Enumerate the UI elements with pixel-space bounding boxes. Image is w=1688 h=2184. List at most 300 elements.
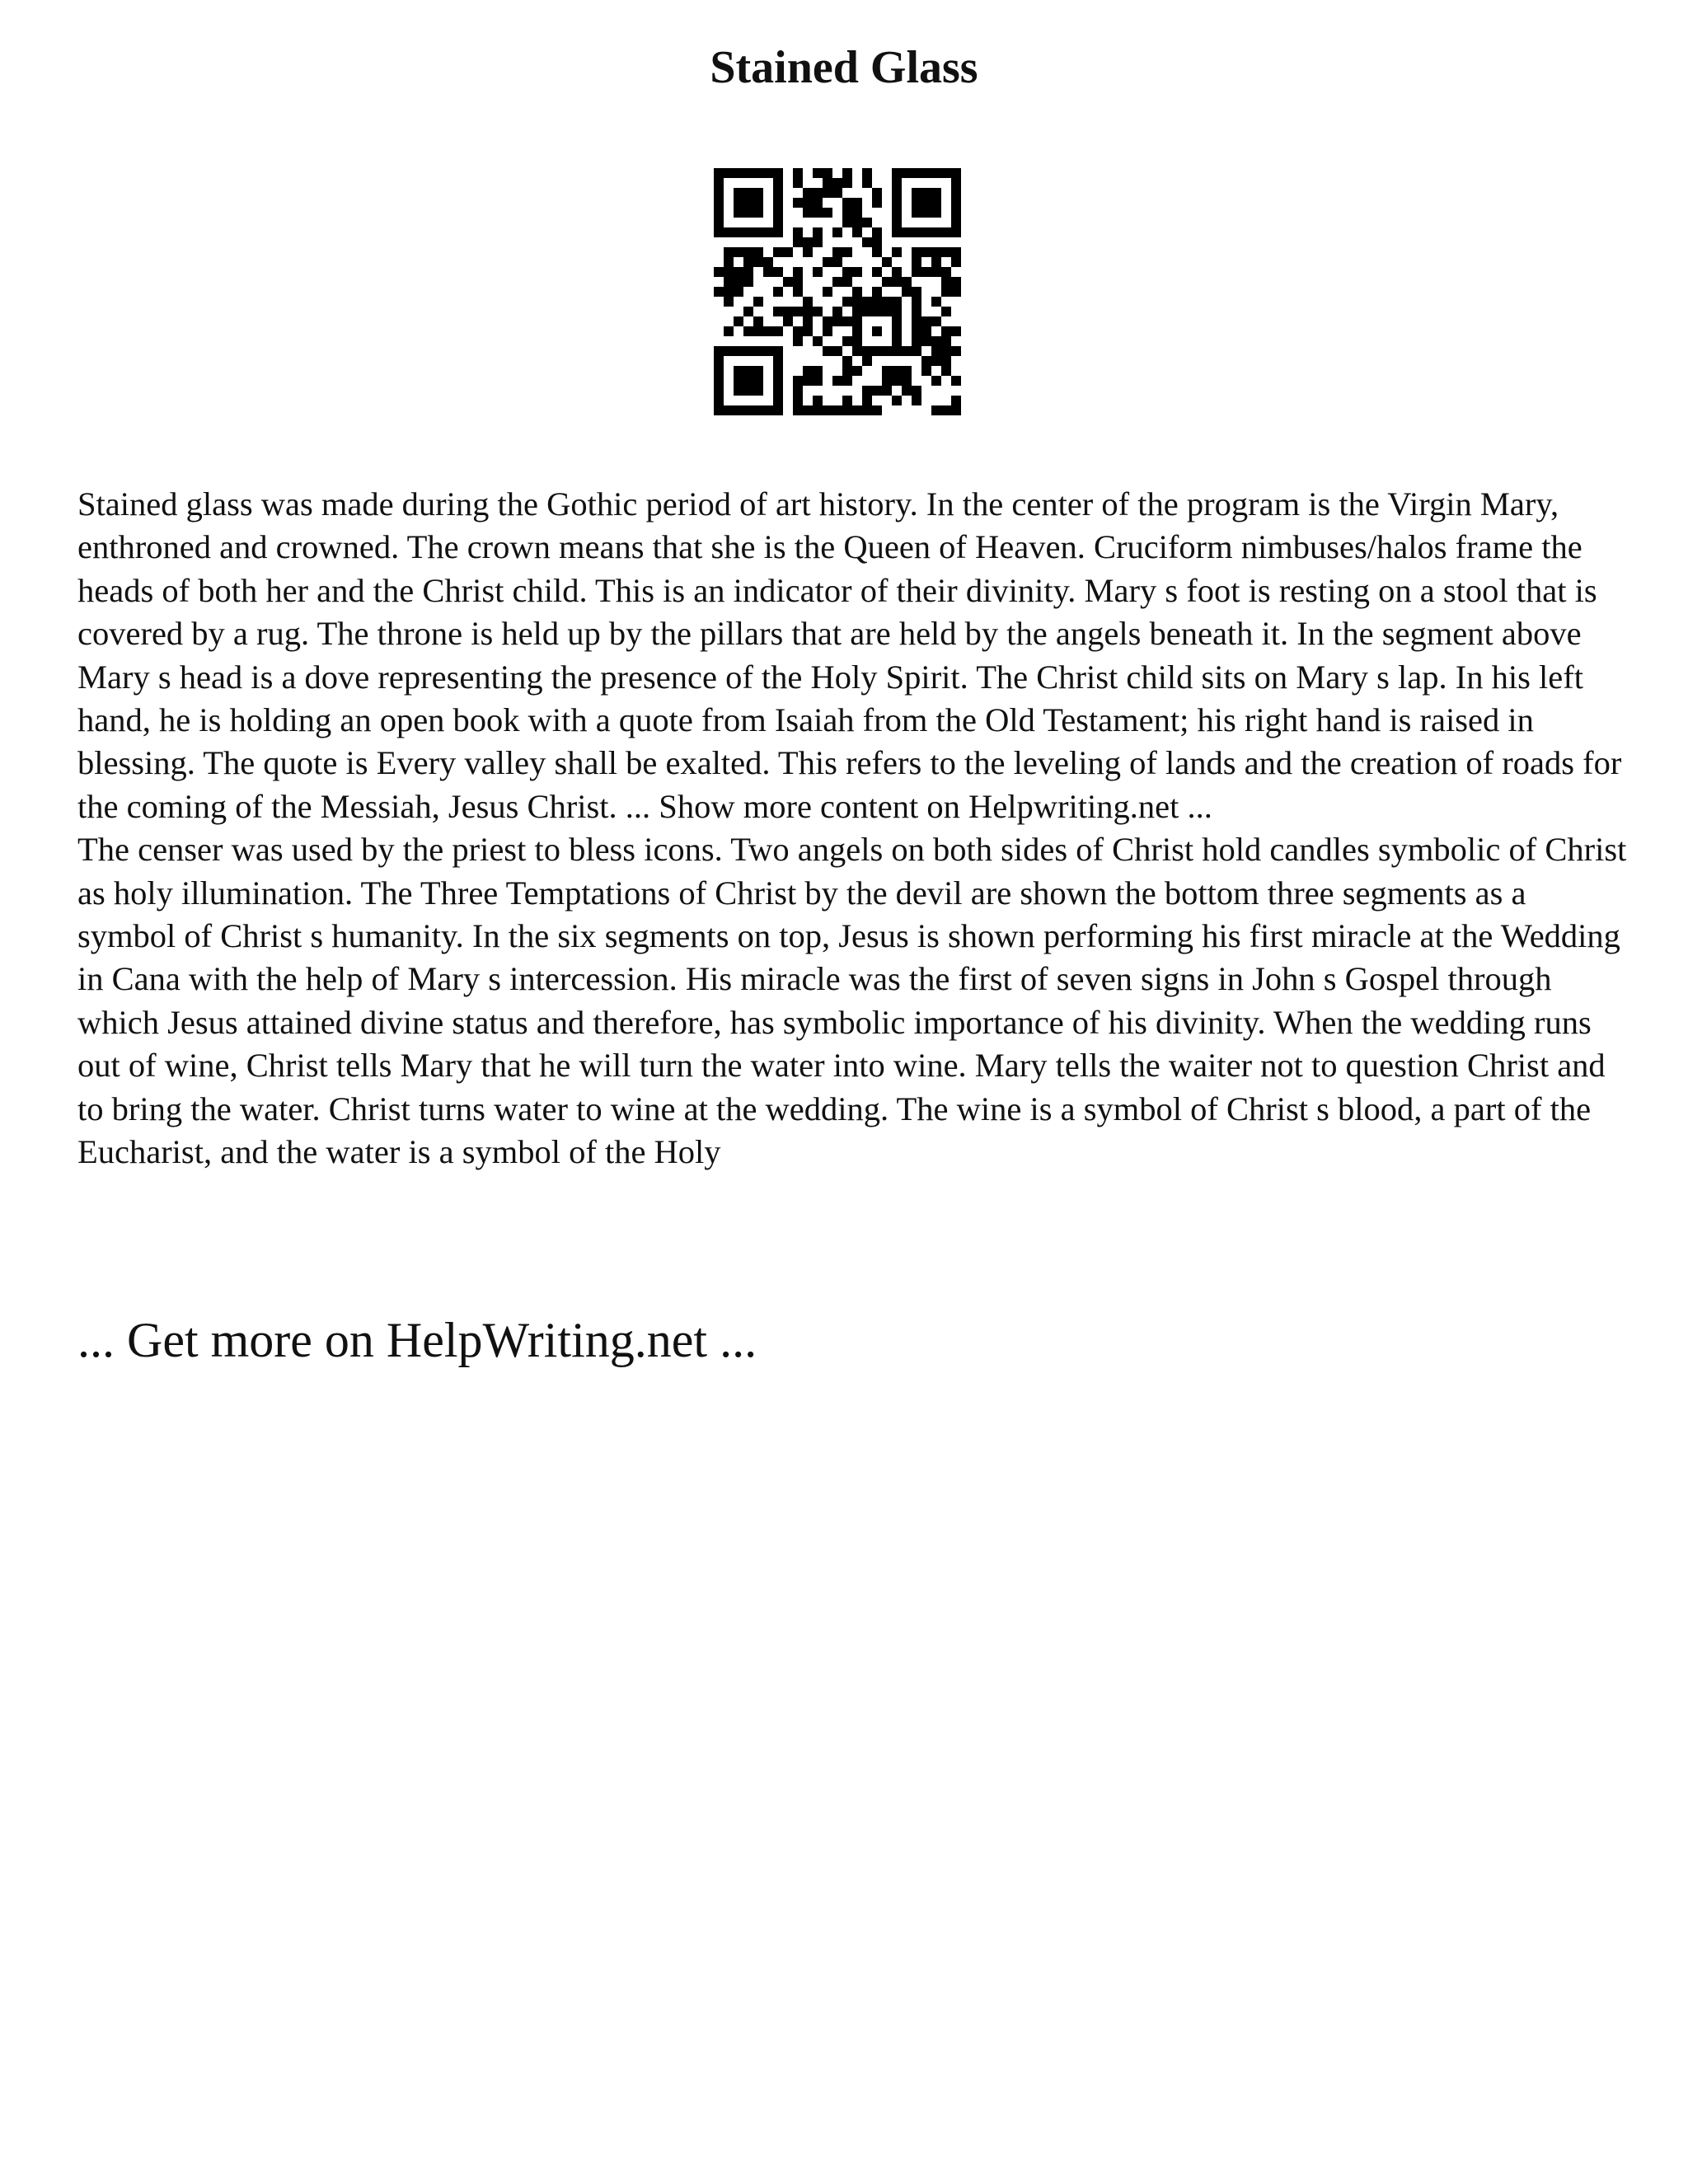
qr-module [842,396,852,405]
qr-module [793,326,803,336]
qr-module [823,257,832,267]
qr-module [823,346,832,356]
qr-module [941,277,951,287]
qr-module [872,267,882,277]
qr-module [902,376,912,386]
qr-module [862,218,872,227]
qr-module [803,247,813,257]
qr-module [951,376,961,386]
qr-module [882,257,892,267]
qr-module [852,198,862,208]
qr-module [912,188,921,198]
qr-module [803,188,813,198]
qr-module [951,257,961,267]
qr-module [714,227,724,237]
qr-module [872,287,882,297]
qr-module [813,198,823,208]
qr-module [793,405,803,415]
qr-module [743,326,753,336]
qr-module [734,188,743,198]
qr-module [842,178,852,188]
qr-module [803,376,813,386]
qr-module [912,208,921,218]
qr-module [773,208,783,218]
qr-module [743,307,753,316]
qr-module [951,247,961,257]
qr-module [941,247,951,257]
qr-module [724,297,734,307]
qr-module [921,267,931,277]
qr-module [842,208,852,218]
qr-module [773,346,783,356]
qr-module [714,168,724,178]
qr-module [842,316,852,326]
qr-module [783,307,793,316]
qr-module [793,287,803,297]
qr-module [931,376,941,386]
qr-module [763,267,773,277]
qr-module [842,405,852,415]
qr-module [743,257,753,267]
qr-module [892,208,902,218]
qr-module [793,376,803,386]
qr-module [753,188,763,198]
qr-module [734,386,743,396]
qr-module [882,297,892,307]
qr-module [832,316,842,326]
qr-module [882,307,892,316]
qr-module [803,208,813,218]
qr-module [773,405,783,415]
qr-module [941,287,951,297]
qr-module [753,227,763,237]
qr-module [714,356,724,366]
qr-module [753,168,763,178]
qr-module [852,366,862,376]
qr-module [951,346,961,356]
qr-module [892,376,902,386]
qr-module [902,386,912,396]
qr-module [842,247,852,257]
qr-module [832,376,842,386]
qr-module [951,396,961,405]
qr-module [734,227,743,237]
qr-module [823,287,832,297]
qr-module [773,396,783,405]
qr-module [951,198,961,208]
qr-module [862,405,872,415]
qr-module [803,326,813,336]
qr-module [842,267,852,277]
qr-module [753,316,763,326]
qr-module [714,198,724,208]
qr-module [793,237,803,247]
qr-module [892,277,902,287]
qr-module [743,198,753,208]
qr-module [862,396,872,405]
qr-module [803,198,813,208]
qr-module [793,307,803,316]
qr-module [734,198,743,208]
qr-module [753,405,763,415]
qr-module [931,405,941,415]
qr-module [724,267,734,277]
qr-module [773,287,783,297]
qr-module [921,208,931,218]
qr-module [832,405,842,415]
qr-module [773,356,783,366]
qr-module [842,336,852,346]
qr-module [921,326,931,336]
qr-module [852,316,862,326]
qr-module [852,218,862,227]
qr-module [872,237,882,247]
qr-module [763,326,773,336]
qr-module [892,326,902,336]
qr-module [724,405,734,415]
qr-module [912,168,921,178]
qr-module [724,277,734,287]
page-title: Stained Glass [710,42,978,93]
qr-module [912,267,921,277]
qr-module [941,267,951,277]
qr-module [823,326,832,336]
qr-module [852,336,862,346]
qr-module [931,168,941,178]
qr-module [842,277,852,287]
qr-module [892,316,902,326]
qr-module [912,386,921,396]
qr-module [823,316,832,326]
qr-module [921,247,931,257]
qr-module [793,227,803,237]
qr-module [892,198,902,208]
qr-module [882,366,892,376]
qr-module [941,405,951,415]
qr-module [912,307,921,316]
qr-module [734,405,743,415]
qr-module [714,386,724,396]
qr-module [813,336,823,346]
qr-module [892,168,902,178]
qr-module [823,178,832,188]
qr-module [941,326,951,336]
qr-code-icon[interactable] [714,168,961,415]
qr-module [773,168,783,178]
get-more-link[interactable]: ... Get more on HelpWriting.net ... [77,1313,757,1367]
qr-module [902,346,912,356]
qr-module [803,366,813,376]
qr-module [813,208,823,218]
qr-module [852,307,862,316]
qr-module [912,247,921,257]
qr-module [921,336,931,346]
qr-module [763,405,773,415]
qr-module [793,168,803,178]
qr-module [892,247,902,257]
qr-module [753,326,763,336]
qr-module [872,297,882,307]
qr-module [714,346,724,356]
qr-module [724,326,734,336]
qr-module [763,257,773,267]
qr-module [842,198,852,208]
qr-module [862,237,872,247]
qr-module [951,287,961,297]
qr-module [892,336,902,346]
qr-module [832,178,842,188]
qr-module [892,346,902,356]
qr-module [773,188,783,198]
qr-module [921,227,931,237]
qr-module [872,227,882,237]
qr-module [753,366,763,376]
qr-module [714,218,724,227]
qr-module [743,386,753,396]
qr-module [724,287,734,297]
qr-module [753,257,763,267]
qr-module [892,188,902,198]
qr-module [842,376,852,386]
qr-module [753,247,763,257]
qr-module [852,326,862,336]
qr-module [714,267,724,277]
qr-module [803,297,813,307]
qr-module [832,277,842,287]
qr-module [862,297,872,307]
qr-module [743,227,753,237]
qr-module [813,237,823,247]
qr-module [714,178,724,188]
qr-module [921,366,931,376]
qr-module [842,168,852,178]
qr-module [862,168,872,178]
qr-module [743,346,753,356]
qr-module [832,257,842,267]
qr-module [951,178,961,188]
qr-module [773,386,783,396]
qr-module [832,307,842,316]
qr-module [743,405,753,415]
qr-module [714,287,724,297]
qr-module [714,405,724,415]
qr-module [862,346,872,356]
qr-module [823,188,832,198]
qr-module [941,336,951,346]
qr-module [743,168,753,178]
qr-module [852,405,862,415]
qr-module [872,247,882,257]
qr-module [832,346,842,356]
qr-module [734,277,743,287]
qr-module [892,396,902,405]
qr-module [902,277,912,287]
qr-module [734,346,743,356]
qr-module [773,267,783,277]
qr-module [951,208,961,218]
qr-module [921,316,931,326]
qr-module [852,227,862,237]
qr-module [921,168,931,178]
qr-module [734,287,743,297]
qr-module [783,247,793,257]
qr-code-graphic [714,168,961,415]
qr-module [872,307,882,316]
qr-module [783,316,793,326]
qr-module [862,178,872,188]
qr-module [931,316,941,326]
qr-module [931,257,941,267]
qr-module [882,376,892,386]
qr-module [912,287,921,297]
qr-module [912,297,921,307]
qr-module [912,336,921,346]
qr-module [773,326,783,336]
qr-module [832,188,842,198]
qr-module [941,356,951,366]
paragraph: Stained glass was made during the Gothic period of art history. In the center of the program is the Virgin Mary, enthroned and crowned. The crown means that she is the Queen of Heaven. Cruciform nimbuses/halos frame the heads of both her and the Christ child. This is an indicator of their divinity. Mary s foot is resting on a stool that is covered by a rug. The throne is held up by the pillars that are held by the angels beneath it. In the segment above Mary s head is a dove representing the presence of the Holy Spirit. The Christ child sits on Mary s lap. In his left hand, he is holding an open book with a quote from Isaiah from the Old Testament; his right hand is raised in blessing. The quote is Every valley shall be exalted. This refers to the leveling of lands and the creation of roads for the coming of the Messiah, Jesus Christ. ... Show more content on Helpwriting.net ... [77,485,1622,825]
qr-module [931,208,941,218]
qr-module [753,346,763,356]
qr-module [714,208,724,218]
qr-module [803,316,813,326]
qr-module [714,396,724,405]
paragraph: The censer was used by the priest to bless icons. Two angels on both sides of Christ hold candles symbolic of Christ as holy illumination. The Three Temptations of Christ by the devil are shown the bottom three segments as a symbol of Christ s humanity. In the six segments on top, Jesus is shown performing his first miracle at the Wedding in Cana with the help of Mary s intercession. His miracle was the first of seven signs in John s Gospel through which Jesus attained divine status and therefore, has symbolic importance of his divinity. When the wedding runs out of wine, Christ tells Mary that he will turn the water into wine. Mary tells the waiter not to question Christ and to bring the water. Christ turns water to wine at the wedding. The wine is a symbol of Christ s blood, a part of the Eucharist, and the water is a symbol of the Holy [77,831,1627,1171]
qr-module [892,267,902,277]
qr-module [852,297,862,307]
qr-module [931,267,941,277]
qr-module [714,366,724,376]
qr-module [941,307,951,316]
article-body [77,483,1627,1174]
qr-module [734,247,743,257]
qr-module [872,405,882,415]
qr-module [743,247,753,257]
qr-module [823,405,832,415]
qr-module [813,396,823,405]
qr-module [912,316,921,326]
qr-module [862,307,872,316]
qr-module [912,326,921,336]
qr-module [951,168,961,178]
qr-module [734,168,743,178]
qr-module [773,366,783,376]
qr-module [753,386,763,396]
qr-module [941,227,951,237]
qr-module [743,208,753,218]
qr-module [892,227,902,237]
qr-module [724,257,734,267]
qr-module [941,346,951,356]
qr-module [912,198,921,208]
qr-module [912,257,921,267]
qr-module [724,227,734,237]
qr-module [813,267,823,277]
qr-module [931,346,941,356]
qr-module [743,267,753,277]
qr-module [753,297,763,307]
qr-module [793,336,803,346]
qr-module [862,386,872,396]
qr-module [763,346,773,356]
qr-module [813,188,823,198]
qr-module [763,168,773,178]
qr-module [951,227,961,237]
qr-module [763,227,773,237]
qr-module [892,307,902,316]
qr-module [902,168,912,178]
qr-module [793,178,803,188]
qr-module [931,198,941,208]
qr-module [743,188,753,198]
qr-module [931,188,941,198]
qr-module [872,326,882,336]
qr-module [951,277,961,287]
qr-module [823,168,832,178]
qr-module [842,218,852,227]
qr-module [714,188,724,198]
qr-module [931,297,941,307]
qr-module [842,366,852,376]
qr-module [773,247,783,257]
qr-module [912,227,921,237]
qr-module [803,405,813,415]
qr-module [951,326,961,336]
qr-module [921,198,931,208]
qr-module [813,168,823,178]
qr-module [793,198,803,208]
qr-module [912,396,921,405]
qr-module [734,267,743,277]
qr-module [813,227,823,237]
qr-module [951,405,961,415]
qr-module [813,366,823,376]
qr-module [823,208,832,218]
qr-module [753,376,763,386]
qr-module [734,366,743,376]
qr-module [734,316,743,326]
qr-module [931,227,941,237]
qr-module [931,247,941,257]
qr-module [892,297,902,307]
qr-module [872,346,882,356]
qr-module [902,366,912,376]
qr-module [921,356,931,366]
qr-module [753,198,763,208]
qr-module [941,168,951,178]
qr-module [882,386,892,396]
qr-module [951,188,961,198]
qr-module [892,218,902,227]
qr-module [872,188,882,198]
qr-module [793,396,803,405]
qr-module [773,218,783,227]
qr-module [852,346,862,356]
qr-module [773,307,783,316]
qr-module [793,386,803,396]
qr-module [773,227,783,237]
qr-module [852,287,862,297]
qr-module [753,208,763,218]
qr-module [902,287,912,297]
qr-module [724,168,734,178]
qr-module [872,386,882,396]
qr-module [951,218,961,227]
qr-module [813,307,823,316]
qr-module [882,346,892,356]
qr-module [852,267,862,277]
qr-module [842,297,852,307]
